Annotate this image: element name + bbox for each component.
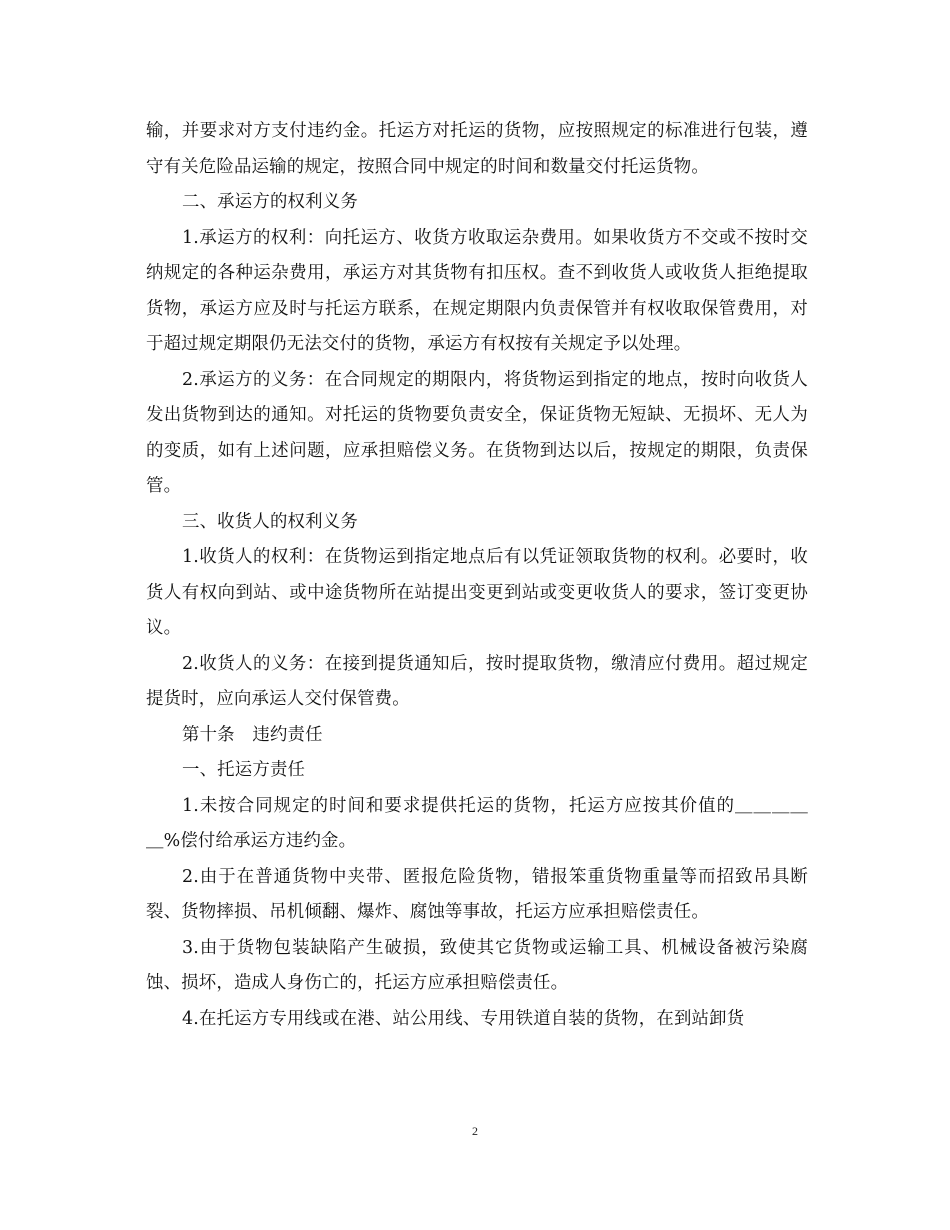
- paragraph: 4.在托运方专用线或在港、站公用线、专用铁道自装的货物，在到站卸货: [182, 1008, 745, 1029]
- section-heading: 一、托运方责任: [182, 760, 306, 780]
- paragraph: 1.收货人的权利：在货物运到指定地点后有以凭证领取货物的权利。必要时，收货人有权向到站、或中途货物所在站提出变更到站或变更收货人的要求，签订变更协议。: [146, 547, 808, 638]
- section-heading: 三、收货人的权利义务: [182, 511, 358, 532]
- section-heading: 二、承运方的权利义务: [182, 192, 358, 212]
- paragraph: 1.未按合同规定的时间和要求提供托运的货物，托运方应按其价值的＿＿＿＿＿%偿付给承运方违约金。: [146, 795, 808, 851]
- paragraph: 2.收货人的义务：在接到提货通知后，按时提取货物，缴清应付费用。超过规定提货时，应向承运人交付保管费。: [146, 653, 808, 709]
- article-heading: 第十条 违约责任: [182, 724, 323, 745]
- paragraph: 输，并要求对方支付违约金。托运方对托运的货物，应按照规定的标准进行包装，遵守有关危险品运输的规定，按照合同中规定的时间和数量交付托运货物。: [146, 121, 808, 177]
- paragraph: 2.承运方的义务：在合同规定的期限内，将货物运到指定的地点，按时向收货人发出货物到达的通知。对托运的货物要负责安全，保证货物无短缺、无损坏、无人为的变质，如有上述问题，应承担赔偿义务。在货物到达以后，按规定的期限，负责保管。: [146, 369, 808, 496]
- document-body: [146, 114, 808, 1037]
- paragraph: 1.承运方的权利：向托运方、收货方收取运杂费用。如果收货方不交或不按时交纳规定的各种运杂费用，承运方对其货物有扣压权。查不到收货人或收货人拒绝提取货物，承运方应及时与托运方联系，在规定期限内负责保管并有权收取保管费用，对于超过规定期限仍无法交付的货物，承运方有权按有关规定予以处理。: [146, 227, 808, 354]
- paragraph: 2.由于在普通货物中夹带、匿报危险货物，错报笨重货物重量等而招致吊具断裂、货物摔损、吊机倾翻、爆炸、腐蚀等事故，托运方应承担赔偿责任。: [146, 866, 808, 922]
- page-number: 2: [472, 1124, 478, 1138]
- paragraph: 3.由于货物包装缺陷产生破损，致使其它货物或运输工具、机械设备被污染腐蚀、损坏，造成人身伤亡的，托运方应承担赔偿责任。: [146, 937, 808, 993]
